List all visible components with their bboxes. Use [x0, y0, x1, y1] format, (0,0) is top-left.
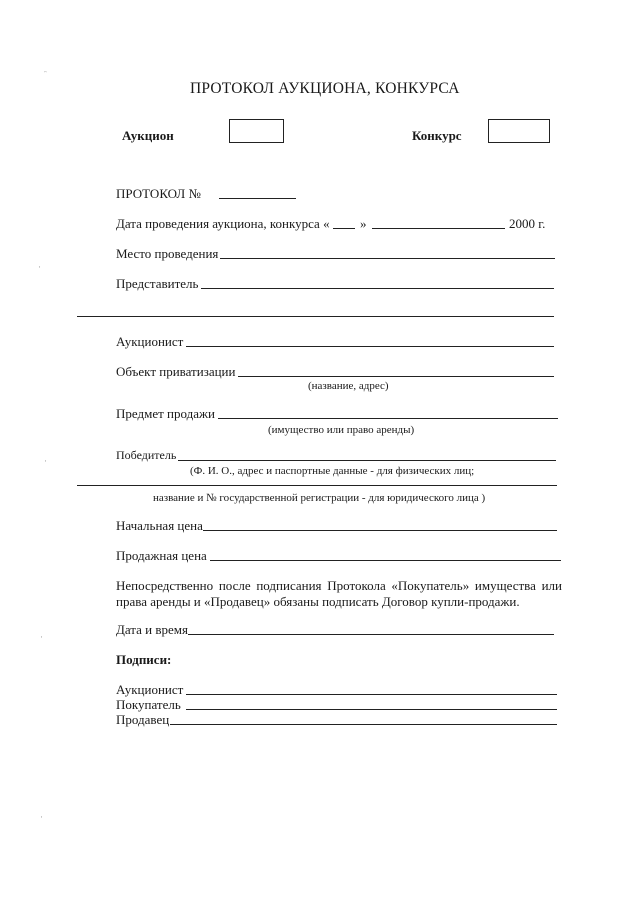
sig-buyer-label: Покупатель	[116, 697, 181, 712]
winner-hint-2: название и № государственной регистрации - для юридического лица )	[153, 492, 486, 504]
winner-hint-1: (Ф. И. О., адрес и паспортные данные - для физических лиц;	[190, 465, 475, 477]
date-day-field[interactable]	[333, 228, 355, 229]
scan-mark: ·	[44, 456, 47, 466]
sig-seller-label: Продавец	[116, 712, 170, 727]
winner-field-continued[interactable]	[77, 485, 557, 486]
sig-auctioneer-label: Аукционист	[116, 682, 184, 697]
notice-paragraph: Непосредственно после подписания Протокола «Покупатель» имущества или права аренды и «Продавец» обязаны подписать Договор купли-продажи.	[116, 578, 562, 609]
scan-mark: ᵔ	[44, 68, 47, 78]
datetime-field[interactable]	[188, 634, 554, 635]
sig-auctioneer-field[interactable]	[186, 694, 557, 695]
auction-label: Аукцион	[122, 128, 174, 143]
sale-price-field[interactable]	[210, 560, 561, 561]
start-price-label: Начальная цена	[116, 518, 203, 533]
year-text: 2000 г.	[509, 216, 546, 231]
object-field[interactable]	[238, 376, 554, 377]
date-label: Дата проведения аукциона, конкурса «	[116, 216, 330, 231]
sig-buyer-field[interactable]	[186, 709, 557, 710]
contest-label: Конкурс	[412, 128, 462, 143]
auction-checkbox[interactable]	[229, 119, 284, 143]
object-label: Объект приватизации	[116, 364, 236, 379]
protocol-number-label: ПРОТОКОЛ №	[116, 186, 201, 201]
auctioneer-field[interactable]	[186, 346, 554, 347]
subject-hint: (имущество или право аренды)	[268, 424, 415, 436]
winner-field[interactable]	[178, 460, 556, 461]
start-price-field[interactable]	[203, 530, 557, 531]
document-title: ПРОТОКОЛ АУКЦИОНА, КОНКУРСА	[190, 80, 460, 97]
subject-label: Предмет продажи	[116, 406, 215, 421]
representative-field[interactable]	[201, 288, 554, 289]
signatures-heading: Подписи:	[116, 652, 172, 667]
scan-mark: ·	[38, 262, 41, 272]
scan-mark: ·	[40, 812, 43, 822]
datetime-label: Дата и время	[116, 622, 188, 637]
place-label: Место проведения	[116, 246, 219, 261]
contest-checkbox[interactable]	[488, 119, 550, 143]
date-month-field[interactable]	[372, 228, 505, 229]
sig-seller-field[interactable]	[170, 724, 557, 725]
object-hint: (название, адрес)	[308, 380, 389, 392]
protocol-number-field[interactable]	[219, 198, 296, 199]
winner-label: Победитель	[116, 448, 177, 462]
subject-field[interactable]	[218, 418, 558, 419]
representative-label: Представитель	[116, 276, 199, 291]
scan-mark: ·	[40, 632, 43, 642]
sale-price-label: Продажная цена	[116, 548, 207, 563]
representative-field-continued[interactable]	[77, 316, 554, 317]
auctioneer-label: Аукционист	[116, 334, 184, 349]
date-close-quote: »	[360, 216, 367, 231]
place-field[interactable]	[220, 258, 555, 259]
